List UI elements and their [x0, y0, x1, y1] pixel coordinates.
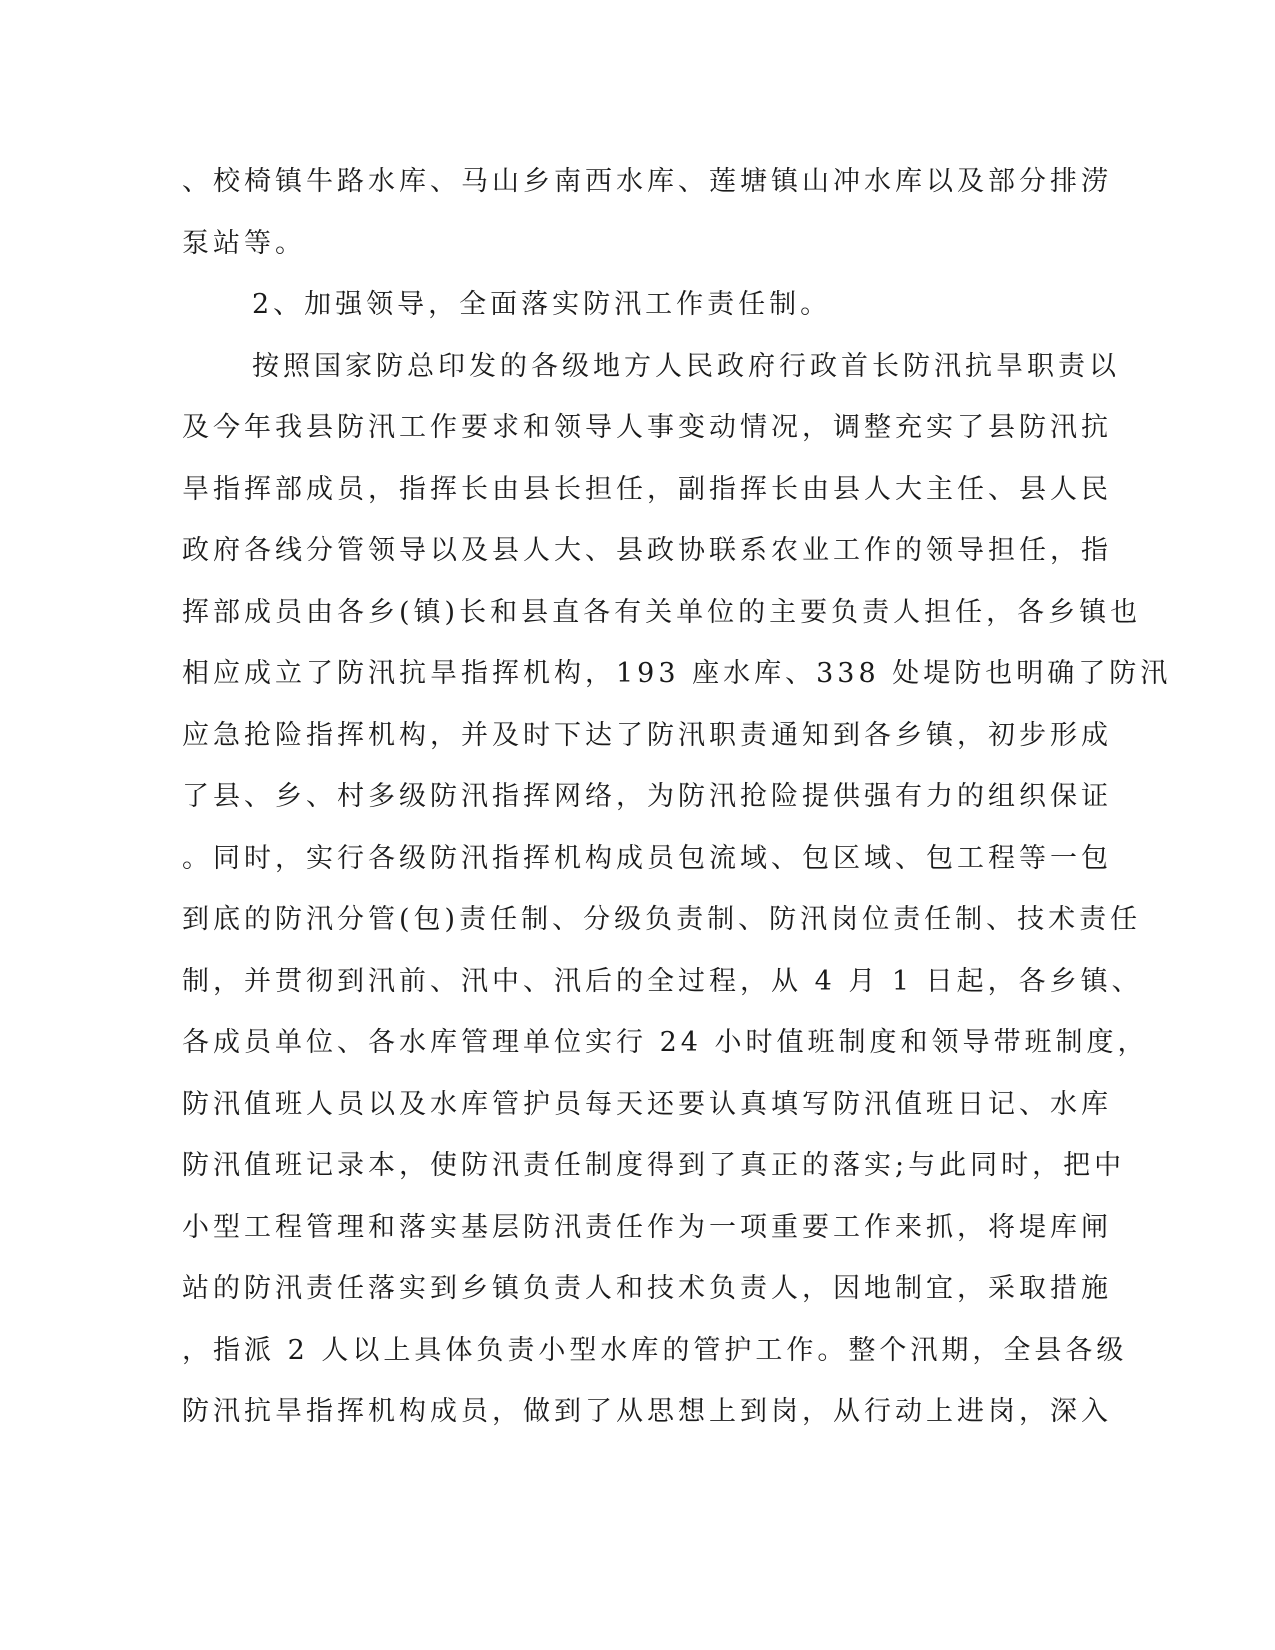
section-heading: 2、加强领导，全面落实防汛工作责任制。 [252, 289, 832, 320]
text-line: 、校椅镇牛路水库、马山乡南西水库、莲塘镇山冲水库以及部分排涝 [182, 166, 1112, 197]
text-line: 站的防汛责任落实到乡镇负责人和技术负责人，因地制宜，采取措施 [182, 1273, 1112, 1304]
text-line: 。同时，实行各级防汛指挥机构成员包流域、包区域、包工程等一包 [182, 842, 1112, 874]
text-line: 挥部成员由各乡(镇)长和县直各有关单位的主要负责人担任，各乡镇也 [182, 596, 1142, 628]
text-line: 防汛抗旱指挥机构成员，做到了从思想上到岗，从行动上进岗，深入 [182, 1396, 1112, 1427]
text-line: 了县、乡、村多级防汛指挥网络，为防汛抢险提供强有力的组织保证 [182, 781, 1112, 812]
paragraph-first-line: 按照国家防总印发的各级地方人民政府行政首长防汛抗旱职责以 [252, 350, 1120, 382]
text-line: 防汛值班记录本，使防汛责任制度得到了真正的落实;与此同时，把中 [182, 1150, 1126, 1181]
text-line: 各成员单位、各水库管理单位实行 24 小时值班制度和领导带班制度， [182, 1027, 1149, 1058]
text-line: 到底的防汛分管(包)责任制、分级负责制、防汛岗位责任制、技术责任 [182, 904, 1142, 935]
body-text [182, 160, 1172, 1452]
text-line: 相应成立了防汛抗旱指挥机构，193 座水库、338 处堤防也明确了防汛 [182, 658, 1172, 689]
text-line: 旱指挥部成员，指挥长由县长担任，副指挥长由县人大主任、县人民 [182, 473, 1112, 505]
text-line: 及今年我县防汛工作要求和领导人事变动情况，调整充实了县防汛抗 [182, 412, 1112, 443]
text-line: 防汛值班人员以及水库管护员每天还要认真填写防汛值班日记、水库 [182, 1088, 1112, 1120]
text-line: 政府各线分管领导以及县人大、县政协联系农业工作的领导担任，指 [182, 535, 1112, 566]
text-line: 泵站等。 [182, 227, 306, 259]
text-line: 制，并贯彻到汛前、汛中、汛后的全过程，从 4 月 1 日起，各乡镇、 [182, 965, 1143, 997]
text-line: 应急抢险指挥机构，并及时下达了防汛职责通知到各乡镇，初步形成 [182, 719, 1112, 751]
text-line: ，指派 2 人以上具体负责小型水库的管护工作。整个汛期，全县各级 [182, 1334, 1128, 1366]
text-line: 小型工程管理和落实基层防汛责任作为一项重要工作来抓，将堤库闸 [182, 1211, 1112, 1243]
